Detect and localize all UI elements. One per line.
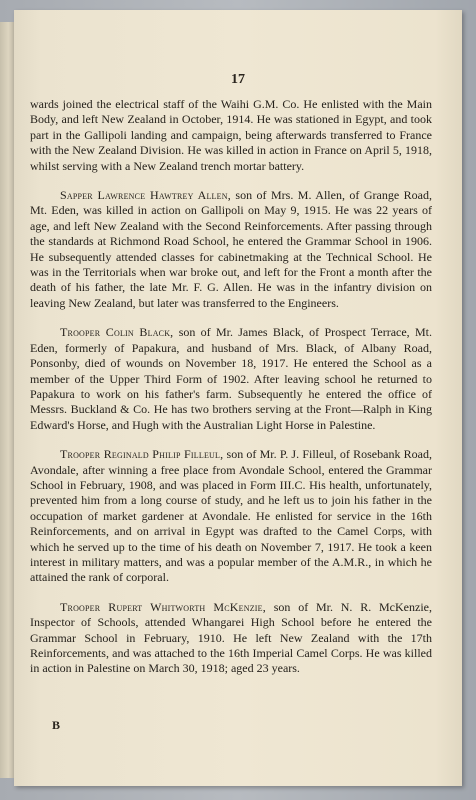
paragraph-text: son of Mr. N. R. McKenzie, Inspector of Schools, attended Whangarei High School before he entered the Grammar School in February, 1910. He left New Zealand with the 17th Reinforcements, and was attached to the 16th Imperial Camel Corps. He was killed in action in Palestine on March 30, 1918; aged 23 years. <box>30 599 432 676</box>
paragraph-entry-black <box>30 325 432 433</box>
paragraph-entry-allen <box>30 188 432 311</box>
paragraph-entry-mckenzie <box>30 600 432 677</box>
left-page-edge <box>0 22 15 778</box>
paragraph-entry-filleul <box>30 447 432 586</box>
entry-name-lead: Trooper Rupert Whitworth McKenzie, <box>60 599 266 614</box>
entry-name-lead: Trooper Colin Black, <box>60 325 174 340</box>
page-number: 17 <box>231 72 245 87</box>
page-text-block <box>30 97 432 677</box>
paragraph-text: son of Mr. P. J. Filleul, of Rosebank Road, Avondale, after winning a free place from Avondale School, entered the Grammar School in February, 1908, and was placed in Form III.C. His health, unfortunately, prevented him from a long course of study, and he left us to join his father in the occupation of market gardener at Avondale. He enlisted for service in the 16th Reinforcements, and on arrival in Egypt was drafted to the Camel Corps, with which he served up to the time of his death on November 7, 1917. He took a keen interest in military matters, and was a popular member of the A.M.R., in which he attained the rank of corporal. <box>30 447 432 585</box>
paragraph-text: son of Mrs. M. Allen, of Grange Road, Mt. Eden, was killed in action on Gallipoli on May 9, 1915. He was 22 years of age, and left New Zealand with the Second Reinforcements. After passing through the standards at Richmond Road School, he entered the Grammar School in 1906. He subsequently attended classes for cabinetmaking at the Technical School. He was in the Territorials when war broke out, and left for the Front a month after the death of his father, the late Mr. F. G. Allen. He was in the infantry division on leaving New Zealand, but later was transferred to the Engineers. <box>30 188 433 310</box>
paragraph-text: son of Mr. James Black, of Prospect Terrace, Mt. Eden, formerly of Papakura, and husband of Mrs. Black, of Albany Road, Ponsonby, died of wounds on November 18, 1917. He entered the School as a member of the Upper Third Form of 1902. After leaving school he returned to Papakura to work on his father's farm. Subsequently he entered the office of Messrs. Buckland & Co. He has two brothers serving at the Front—Ralph in King Edward's Horse, and Hugh with the Australian Light Horse in Palestine. <box>30 325 432 432</box>
paragraph-continuation <box>30 97 432 174</box>
entry-name-lead: Trooper Reginald Philip Filleul, <box>60 447 224 462</box>
paragraph-text: wards joined the electrical staff of the Waihi G.M. Co. He enlisted with the Main Body, and left New Zealand in October, 1914. He was stationed in Egypt, and took part in the Gallipoli landing and campaign, being afterwards transferred to France with the New Zealand Division. He was killed in action in France on April 5, 1918, whilst serving with a New Zealand trench mortar battery. <box>30 97 432 173</box>
printer-signature-mark: B <box>52 718 61 732</box>
book-page <box>14 10 462 786</box>
entry-name-lead: Sapper Lawrence Hawtrey Allen, <box>60 188 231 203</box>
